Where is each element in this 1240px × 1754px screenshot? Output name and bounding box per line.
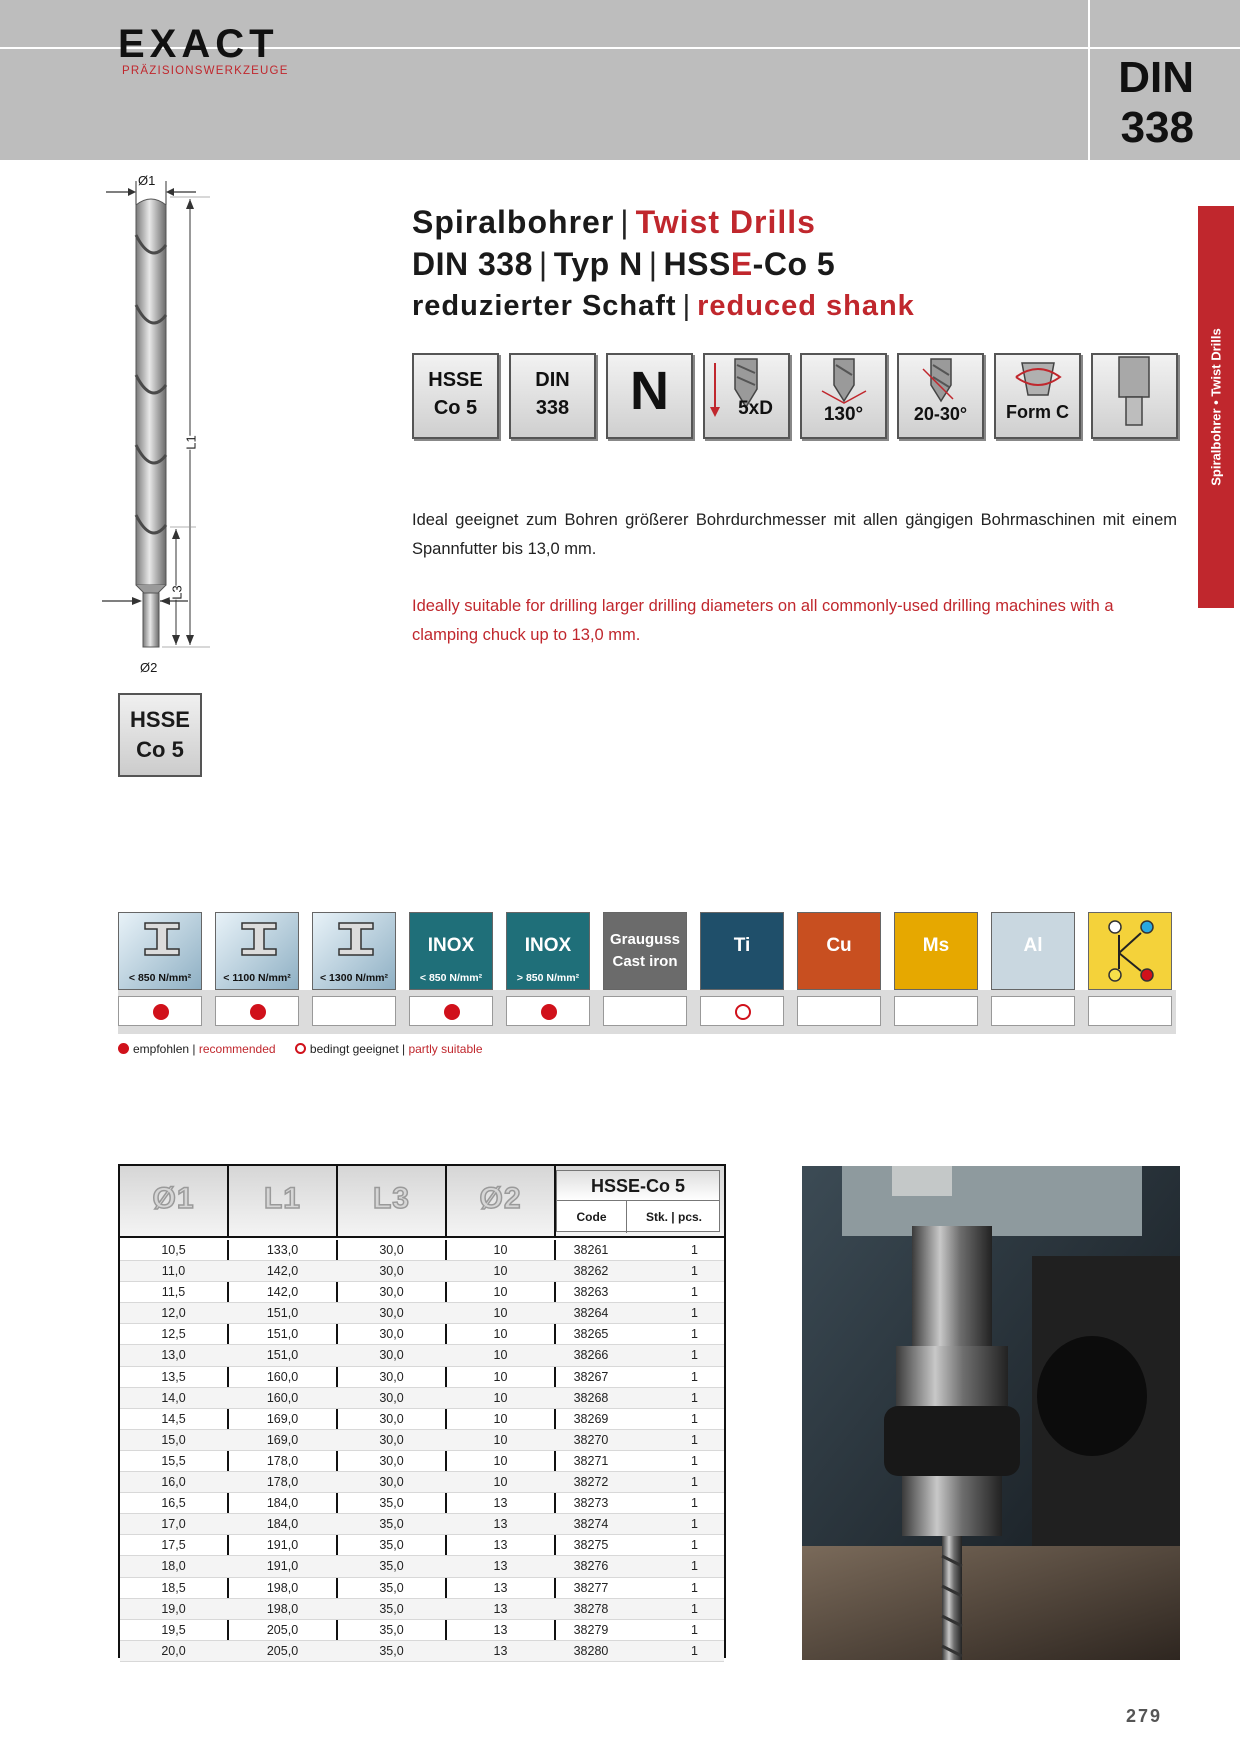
title-material-pre: HSS bbox=[663, 246, 731, 282]
cell-d1: 18,5 bbox=[161, 1580, 186, 1595]
table-row bbox=[120, 1493, 724, 1514]
cell-d2: 10 bbox=[493, 1306, 508, 1321]
cell-l1: 191,0 bbox=[266, 1538, 299, 1553]
cell-pcs: 1 bbox=[691, 1264, 698, 1279]
cell-l3: 35,0 bbox=[379, 1517, 404, 1532]
steel-beam-icon bbox=[313, 913, 396, 969]
table-row bbox=[120, 1367, 724, 1388]
cell-l3: 35,0 bbox=[379, 1643, 404, 1658]
form-c-icon bbox=[996, 355, 1079, 437]
cell-d1: 14,0 bbox=[161, 1390, 186, 1405]
cell-d2: 13 bbox=[493, 1643, 508, 1658]
title-material-red: E bbox=[730, 246, 753, 282]
din-label: DIN bbox=[1118, 53, 1194, 102]
cell-pcs: 1 bbox=[691, 1601, 698, 1616]
material-sub-label: > 850 N/mm² bbox=[516, 972, 580, 984]
suitability-legend: empfohlen | recommended bedingt geeignet | partly suitable bbox=[118, 1042, 483, 1056]
side-tab-label: Spiralbohrer • Twist Drills bbox=[1208, 328, 1224, 486]
cell-d2: 13 bbox=[493, 1517, 508, 1532]
cell-code: 38272 bbox=[573, 1475, 609, 1490]
feature-130-degree bbox=[800, 353, 887, 439]
suitability-cell bbox=[118, 996, 202, 1026]
feature-label: Form C bbox=[1006, 402, 1069, 422]
table-row bbox=[120, 1282, 724, 1303]
cell-d1: 15,5 bbox=[161, 1453, 186, 1468]
feature-label: 5xD bbox=[738, 398, 773, 419]
cell-pcs: 1 bbox=[691, 1327, 698, 1342]
cell-pcs: 1 bbox=[691, 1559, 698, 1574]
steel-beam-icon bbox=[119, 913, 202, 969]
cell-d1: 19,5 bbox=[161, 1622, 186, 1637]
material-steel-850 bbox=[118, 912, 202, 990]
cell-code: 38274 bbox=[573, 1517, 609, 1532]
cell-l1: 142,0 bbox=[266, 1264, 299, 1279]
brand-logo: EXACT bbox=[118, 22, 279, 66]
material-sub-label: < 1300 N/mm² bbox=[320, 972, 388, 984]
cell-code: 38275 bbox=[573, 1538, 609, 1553]
cell-d2: 10 bbox=[493, 1411, 508, 1426]
feature-reduced-shank bbox=[1091, 353, 1178, 439]
cell-l1: 151,0 bbox=[266, 1306, 299, 1321]
cell-pcs: 1 bbox=[691, 1453, 698, 1468]
cell-code: 38264 bbox=[573, 1306, 609, 1321]
cell-code: 38280 bbox=[573, 1643, 609, 1658]
din-number: 338 bbox=[1120, 103, 1194, 152]
dim-l3-label: L3 bbox=[169, 585, 185, 600]
recommended-dot bbox=[541, 1004, 557, 1020]
table-row bbox=[120, 1556, 724, 1577]
cell-d1: 12,5 bbox=[161, 1327, 186, 1342]
feature-label: DIN bbox=[535, 369, 570, 391]
suitability-cell bbox=[603, 996, 687, 1026]
cell-d1: 11,0 bbox=[161, 1264, 186, 1279]
legend-part-de: bedingt geeignet bbox=[309, 1042, 399, 1056]
cell-l1: 160,0 bbox=[266, 1369, 299, 1384]
cell-pcs: 1 bbox=[691, 1475, 698, 1490]
cell-d1: 12,0 bbox=[161, 1306, 186, 1321]
subtitle-de: reduzierter Schaft bbox=[412, 290, 677, 322]
cell-l3: 30,0 bbox=[379, 1285, 404, 1300]
cell-l1: 178,0 bbox=[266, 1453, 299, 1468]
cell-d1: 19,0 bbox=[161, 1601, 186, 1616]
cell-code: 38271 bbox=[573, 1453, 609, 1468]
cell-d1: 13,5 bbox=[161, 1369, 186, 1384]
legend-part-en: partly suitable bbox=[408, 1042, 483, 1056]
suitability-cell bbox=[991, 996, 1075, 1026]
cell-d2: 13 bbox=[493, 1496, 508, 1511]
cell-l3: 30,0 bbox=[379, 1411, 404, 1426]
material-inox-over-850 bbox=[506, 912, 590, 990]
cell-d1: 14,5 bbox=[161, 1411, 186, 1426]
table-header bbox=[120, 1166, 724, 1238]
table-row bbox=[120, 1451, 724, 1472]
material-aluminium bbox=[991, 912, 1075, 990]
cell-d2: 13 bbox=[493, 1601, 508, 1616]
cell-code: 38261 bbox=[573, 1243, 609, 1257]
cell-l1: 142,0 bbox=[266, 1285, 299, 1300]
magnetic-drill-illustration bbox=[802, 1166, 1180, 1660]
cell-l1: 205,0 bbox=[266, 1622, 299, 1637]
cell-d2: 10 bbox=[493, 1475, 508, 1490]
plastics-k-icon bbox=[1089, 913, 1172, 990]
cell-d1: 16,5 bbox=[161, 1496, 186, 1511]
dim-d2-label: Ø2 bbox=[140, 660, 158, 675]
table-row bbox=[120, 1535, 724, 1556]
table-row bbox=[120, 1388, 724, 1409]
description-english: Ideally suitable for drilling larger drilling diameters on all commonly-used drilling machines with a clamping chuck up to 13,0 mm. bbox=[412, 597, 1114, 644]
material-label: Cast iron bbox=[612, 953, 678, 970]
recommended-dot bbox=[153, 1004, 169, 1020]
suitability-cell bbox=[894, 996, 978, 1026]
feature-din-338 bbox=[509, 353, 596, 439]
din-number-box bbox=[1090, 0, 1240, 160]
dim-l1-label: L1 bbox=[183, 435, 199, 450]
cell-l1: 151,0 bbox=[266, 1348, 299, 1363]
col-header-code: Code bbox=[557, 1201, 627, 1233]
table-row bbox=[120, 1620, 724, 1641]
material-label: Cu bbox=[826, 935, 852, 956]
material-sub-label: < 850 N/mm² bbox=[419, 972, 483, 984]
cell-code: 38273 bbox=[573, 1496, 609, 1511]
cell-code: 38262 bbox=[573, 1264, 609, 1279]
title-de: Spiralbohrer bbox=[412, 204, 615, 240]
title-din: DIN 338 bbox=[412, 246, 533, 282]
material-inox-850 bbox=[409, 912, 493, 990]
cell-d1: 15,0 bbox=[161, 1432, 186, 1447]
drill-drawing bbox=[100, 175, 240, 685]
feature-hsse-co5 bbox=[412, 353, 499, 439]
material-titanium bbox=[700, 912, 784, 990]
cell-pcs: 1 bbox=[691, 1432, 698, 1447]
cell-l3: 35,0 bbox=[379, 1601, 404, 1616]
recommended-dot bbox=[250, 1004, 266, 1020]
col-header-text: Ø1 bbox=[152, 1182, 195, 1215]
cell-l3: 30,0 bbox=[379, 1264, 404, 1279]
material-label: Grauguss bbox=[609, 931, 681, 948]
col-header-d2 bbox=[447, 1166, 556, 1236]
cell-code: 38265 bbox=[573, 1327, 609, 1342]
dim-d1-label: Ø1 bbox=[138, 173, 156, 188]
suitability-cell bbox=[409, 996, 493, 1026]
cell-l3: 35,0 bbox=[379, 1538, 404, 1553]
cell-d2: 10 bbox=[493, 1243, 508, 1257]
cell-d2: 13 bbox=[493, 1580, 508, 1595]
cell-d1: 18,0 bbox=[161, 1559, 186, 1574]
cell-l3: 30,0 bbox=[379, 1348, 404, 1363]
table-row bbox=[120, 1324, 724, 1345]
cell-d2: 10 bbox=[493, 1453, 508, 1468]
cell-l3: 35,0 bbox=[379, 1496, 404, 1511]
title-material-post: -Co 5 bbox=[752, 246, 836, 282]
cell-l1: 169,0 bbox=[266, 1432, 299, 1447]
cell-code: 38277 bbox=[573, 1580, 609, 1595]
feature-label: HSSE bbox=[428, 369, 483, 391]
suitability-cell bbox=[1088, 996, 1172, 1026]
cell-l3: 30,0 bbox=[379, 1432, 404, 1447]
material-sub-label: < 1100 N/mm² bbox=[223, 972, 291, 984]
cell-l1: 169,0 bbox=[266, 1411, 299, 1426]
feature-label: N bbox=[630, 361, 669, 421]
description-german: Ideal geeignet zum Bohren größerer Bohrdurchmesser mit allen gängigen Bohrmaschinen mit einem Spannfutter bis 13,0 mm. bbox=[412, 511, 1177, 558]
cell-pcs: 1 bbox=[691, 1243, 698, 1257]
cell-l3: 30,0 bbox=[379, 1243, 404, 1257]
steel-beam-icon bbox=[216, 913, 299, 969]
cell-code: 38279 bbox=[573, 1622, 609, 1637]
col-group-hsse bbox=[556, 1170, 720, 1232]
legend-rec-de: empfohlen bbox=[133, 1042, 190, 1056]
feature-5xd bbox=[703, 353, 790, 439]
col-header-text: L3 bbox=[372, 1182, 410, 1215]
cell-d2: 10 bbox=[493, 1390, 508, 1405]
feature-label: 338 bbox=[535, 397, 570, 419]
table-body bbox=[120, 1240, 724, 1662]
cell-code: 38267 bbox=[573, 1369, 609, 1384]
cell-l3: 30,0 bbox=[379, 1475, 404, 1490]
cell-d1: 10,5 bbox=[161, 1243, 186, 1257]
cell-d1: 17,5 bbox=[161, 1538, 186, 1553]
cell-pcs: 1 bbox=[691, 1390, 698, 1405]
cell-pcs: 1 bbox=[691, 1622, 698, 1637]
cell-l3: 30,0 bbox=[379, 1327, 404, 1342]
brand-subtitle: PRÄZISIONSWERKZEUGE bbox=[122, 65, 289, 77]
partly-suitable-dot bbox=[295, 1043, 306, 1054]
cell-d2: 13 bbox=[493, 1622, 508, 1637]
feature-helix-angle bbox=[897, 353, 984, 439]
table-row bbox=[120, 1409, 724, 1430]
legend-rec-en: recommended bbox=[198, 1042, 276, 1056]
feature-label: 20-30° bbox=[913, 404, 968, 424]
cell-l1: 184,0 bbox=[266, 1496, 299, 1511]
material-plastics bbox=[1088, 912, 1172, 990]
cell-d1: 11,5 bbox=[161, 1285, 186, 1300]
col-header-text: Ø2 bbox=[479, 1182, 522, 1215]
suitability-cell bbox=[797, 996, 881, 1026]
cell-pcs: 1 bbox=[691, 1285, 698, 1300]
cell-d1: 13,0 bbox=[161, 1348, 186, 1363]
cell-l1: 133,0 bbox=[266, 1243, 299, 1257]
cell-d2: 13 bbox=[493, 1559, 508, 1574]
col-header-l3 bbox=[338, 1166, 447, 1236]
cell-code: 38266 bbox=[573, 1348, 609, 1363]
cell-d1: 20,0 bbox=[161, 1643, 186, 1658]
title-type: Typ N bbox=[553, 246, 643, 282]
material-grade-badge bbox=[118, 693, 202, 777]
page-number: 279 bbox=[1126, 1706, 1163, 1726]
drill-depth-icon bbox=[705, 355, 788, 437]
table-row bbox=[120, 1345, 724, 1366]
cell-pcs: 1 bbox=[691, 1580, 698, 1595]
suitability-cell bbox=[506, 996, 590, 1026]
material-steel-1300 bbox=[312, 912, 396, 990]
cell-d2: 10 bbox=[493, 1285, 508, 1300]
table-row bbox=[120, 1261, 724, 1282]
title-line-1: Spiralbohrer | Twist Drills bbox=[412, 204, 816, 240]
material-copper bbox=[797, 912, 881, 990]
table-row bbox=[120, 1472, 724, 1493]
cell-pcs: 1 bbox=[691, 1348, 698, 1363]
reduced-shank-icon bbox=[1093, 355, 1176, 437]
cell-code: 38263 bbox=[573, 1285, 609, 1300]
feature-form-c bbox=[994, 353, 1081, 439]
cell-l1: 191,0 bbox=[266, 1559, 299, 1574]
cell-l3: 30,0 bbox=[379, 1390, 404, 1405]
cell-d1: 17,0 bbox=[161, 1517, 186, 1532]
page-header bbox=[0, 0, 1240, 160]
table-row bbox=[120, 1303, 724, 1324]
table-row bbox=[120, 1599, 724, 1620]
col-group-title: HSSE-Co 5 bbox=[557, 1171, 719, 1201]
cell-l1: 198,0 bbox=[266, 1601, 299, 1616]
cell-pcs: 1 bbox=[691, 1411, 698, 1426]
cell-l1: 178,0 bbox=[266, 1475, 299, 1490]
cell-l1: 160,0 bbox=[266, 1390, 299, 1405]
col-header-d1 bbox=[120, 1166, 229, 1236]
title-en: Twist Drills bbox=[635, 204, 816, 240]
title-line-3: reduzierter Schaft | reduced shank bbox=[412, 290, 915, 322]
cell-d2: 13 bbox=[493, 1538, 508, 1553]
badge-line-1: HSSE bbox=[130, 707, 190, 732]
col-header-text: L1 bbox=[263, 1182, 301, 1215]
material-label: INOX bbox=[427, 935, 475, 956]
recommended-dot bbox=[444, 1004, 460, 1020]
col-header-l1 bbox=[229, 1166, 338, 1236]
table-row bbox=[120, 1641, 724, 1662]
cell-l3: 30,0 bbox=[379, 1369, 404, 1384]
table-row bbox=[120, 1514, 724, 1535]
material-label: Ms bbox=[922, 935, 950, 956]
cell-pcs: 1 bbox=[691, 1517, 698, 1532]
cell-d1: 16,0 bbox=[161, 1475, 186, 1490]
suitability-cell bbox=[215, 996, 299, 1026]
col-header-pcs: Stk. | pcs. bbox=[645, 1210, 703, 1224]
cell-l1: 205,0 bbox=[266, 1643, 299, 1658]
cell-l3: 35,0 bbox=[379, 1622, 404, 1637]
cell-pcs: 1 bbox=[691, 1643, 698, 1658]
cell-pcs: 1 bbox=[691, 1538, 698, 1553]
badge-line-2: Co 5 bbox=[136, 737, 184, 762]
cell-pcs: 1 bbox=[691, 1369, 698, 1384]
dimension-table bbox=[118, 1164, 726, 1658]
feature-type-n bbox=[606, 353, 693, 439]
feature-label: 130° bbox=[823, 404, 864, 425]
product-photo bbox=[802, 1166, 1180, 1660]
cell-l1: 198,0 bbox=[266, 1580, 299, 1595]
cell-d2: 10 bbox=[493, 1348, 508, 1363]
material-label: Al bbox=[1023, 935, 1043, 956]
cell-pcs: 1 bbox=[691, 1306, 698, 1321]
cell-d2: 10 bbox=[493, 1432, 508, 1447]
table-row bbox=[120, 1430, 724, 1451]
table-row bbox=[120, 1240, 724, 1261]
suitability-cell bbox=[700, 996, 784, 1026]
title-line-2: DIN 338 | Typ N | HSSE-Co 5 bbox=[412, 246, 836, 282]
cell-l1: 151,0 bbox=[266, 1327, 299, 1342]
cell-l3: 35,0 bbox=[379, 1580, 404, 1595]
cell-code: 38270 bbox=[573, 1432, 609, 1447]
table-row bbox=[120, 1578, 724, 1599]
cell-l3: 35,0 bbox=[379, 1559, 404, 1574]
cell-d2: 10 bbox=[493, 1264, 508, 1279]
material-label: INOX bbox=[524, 935, 572, 956]
material-steel-1100 bbox=[215, 912, 299, 990]
material-sub-label: < 850 N/mm² bbox=[128, 972, 192, 984]
section-side-tab bbox=[1198, 206, 1234, 608]
material-cast-iron bbox=[603, 912, 687, 990]
subtitle-en: reduced shank bbox=[697, 290, 915, 322]
material-brass bbox=[894, 912, 978, 990]
drill-dimension-diagram bbox=[100, 175, 240, 685]
cell-pcs: 1 bbox=[691, 1496, 698, 1511]
cell-l3: 30,0 bbox=[379, 1453, 404, 1468]
cell-code: 38268 bbox=[573, 1390, 609, 1405]
feature-label: Co 5 bbox=[433, 397, 478, 419]
material-label: Ti bbox=[733, 935, 751, 956]
recommended-dot bbox=[118, 1043, 129, 1054]
suitability-cell bbox=[312, 996, 396, 1026]
cell-l1: 184,0 bbox=[266, 1517, 299, 1532]
partly-suitable-dot bbox=[735, 1004, 751, 1020]
cell-l3: 30,0 bbox=[379, 1306, 404, 1321]
cell-d2: 10 bbox=[493, 1369, 508, 1384]
cell-d2: 10 bbox=[493, 1327, 508, 1342]
cell-code: 38269 bbox=[573, 1411, 609, 1426]
cell-code: 38278 bbox=[573, 1601, 609, 1616]
cell-code: 38276 bbox=[573, 1559, 609, 1574]
